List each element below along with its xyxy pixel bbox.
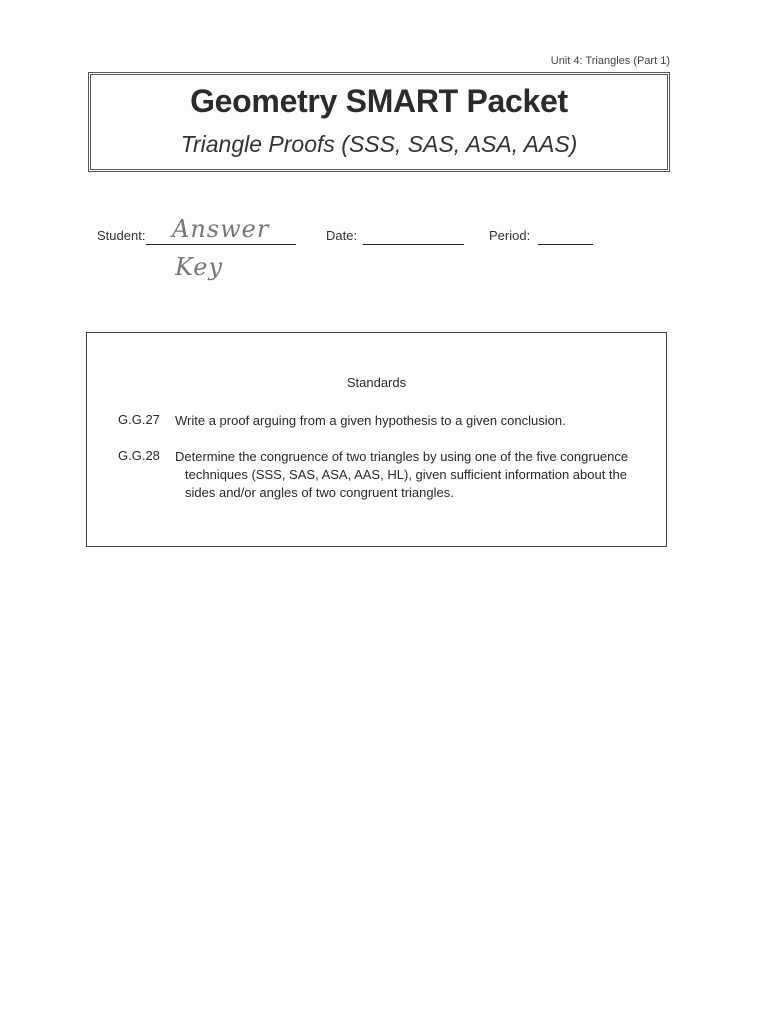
period-field-line[interactable]: [538, 243, 593, 245]
page-subtitle: Triangle Proofs (SSS, SAS, ASA, AAS): [180, 131, 578, 157]
standard-code: G.G.27: [118, 412, 160, 427]
student-handwritten-key: Key: [175, 253, 224, 281]
standard-text: Write a proof arguing from a given hypothesis to a given conclusion.: [175, 413, 566, 428]
unit-label: Unit 4: Triangles (Part 1): [550, 55, 670, 67]
student-handwritten-answer: Answer: [172, 215, 270, 243]
student-label: Student:: [97, 228, 146, 243]
page-title: Geometry SMART Packet: [190, 83, 568, 119]
date-label: Date:: [326, 228, 358, 243]
date-field-line[interactable]: [363, 243, 464, 245]
standard-code: G.G.28: [118, 448, 160, 463]
period-label: Period:: [489, 228, 531, 243]
standard-description: [175, 412, 645, 430]
student-field-line[interactable]: [146, 243, 296, 245]
standard-text: Determine the congruence of two triangles by using one of the five congruence: [175, 449, 629, 464]
title-box: [88, 72, 670, 172]
standard-description: [175, 448, 645, 502]
standards-box: [86, 332, 667, 547]
standard-text-continued: techniques (SSS, SAS, ASA, AAS, HL), given sufficient information about the sides and/or angles of two congruent triangles.: [185, 467, 628, 500]
standards-heading: Standards: [346, 375, 407, 390]
